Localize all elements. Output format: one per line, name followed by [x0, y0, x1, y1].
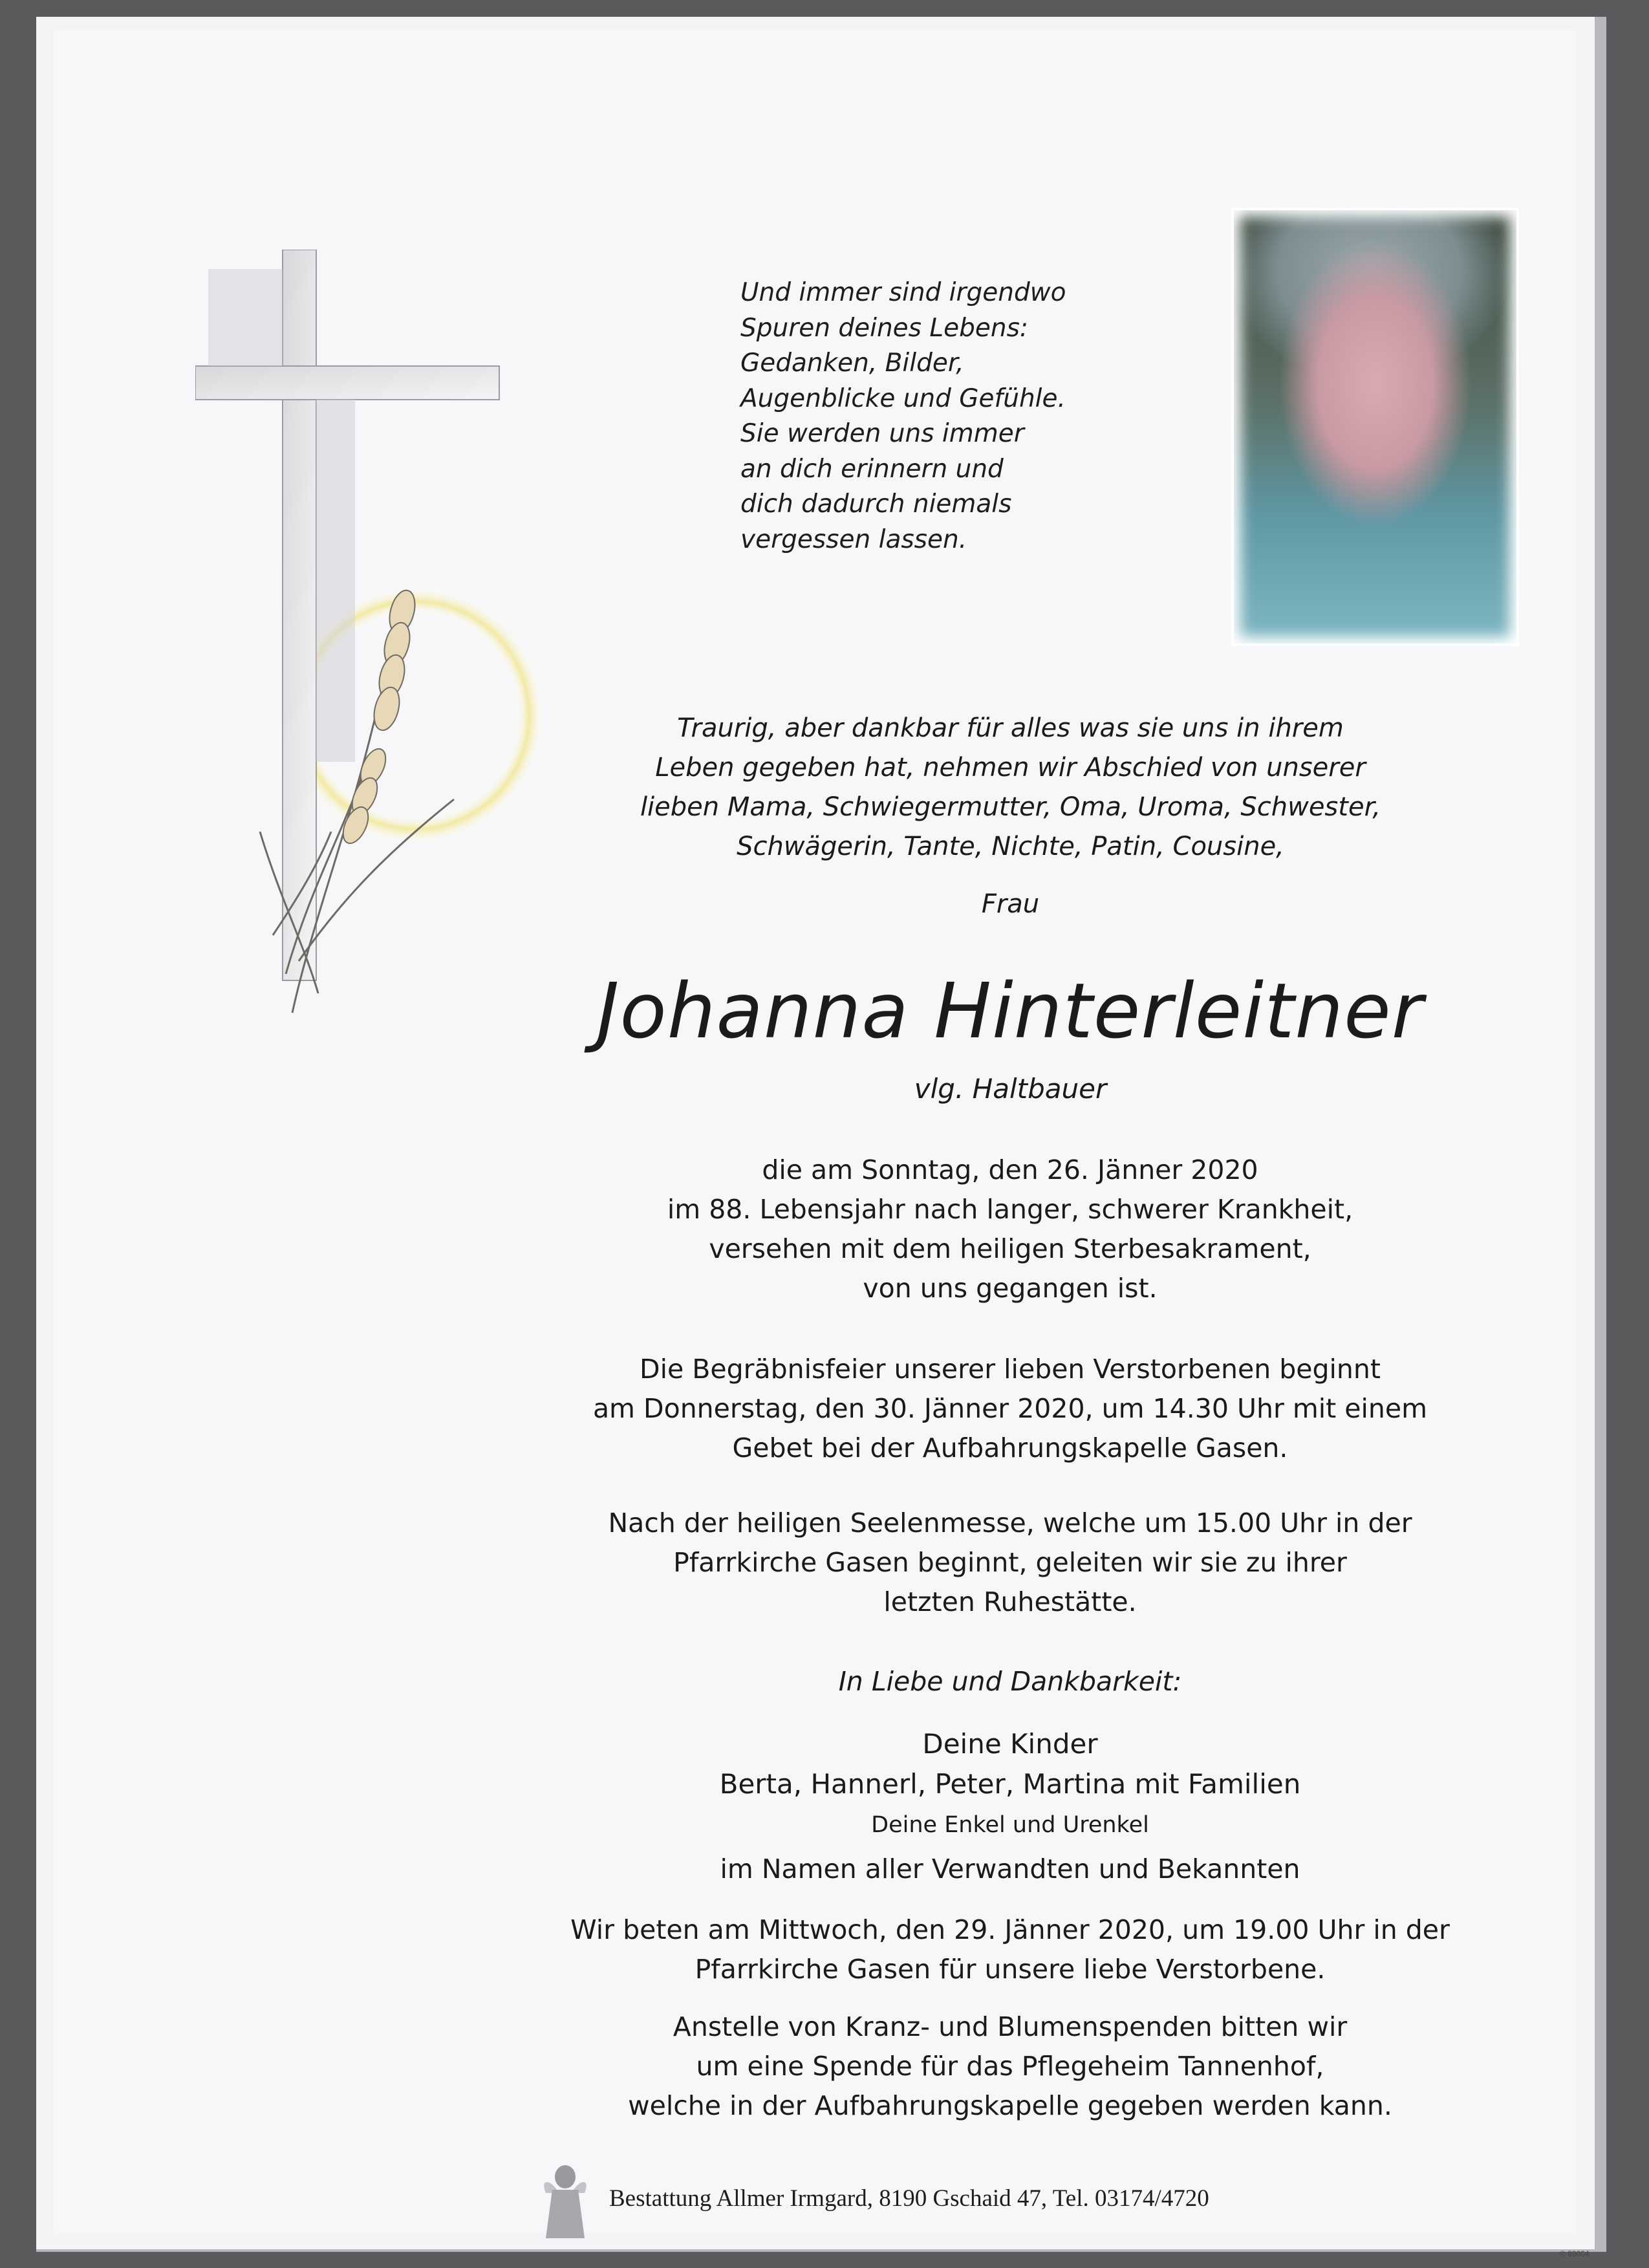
- notice-line: versehen mit dem heiligen Sterbesakrament,: [709, 1233, 1311, 1264]
- relatives: im Namen aller Verwandten und Bekannten: [720, 1853, 1300, 1885]
- intro-text: [601, 709, 1419, 867]
- portrait-photo: [1231, 208, 1519, 646]
- death-notice-card: [53, 30, 1590, 2258]
- kids-title: Deine Kinder: [922, 1728, 1098, 1760]
- copyright-mark: © 89004: [1560, 2249, 1590, 2258]
- intro-line: lieben Mama, Schwiegermutter, Oma, Uroma, Schwester,: [640, 792, 1381, 822]
- notice-line: von uns gegangen ist.: [863, 1273, 1158, 1304]
- poem-line: Sie werden uns immer: [740, 419, 1024, 448]
- funeral-line: Die Begräbnisfeier unserer lieben Verstorbenen beginnt: [640, 1354, 1381, 1385]
- funeral-info: [506, 1350, 1514, 1468]
- poem-line: an dich erinnern und: [740, 454, 1004, 484]
- notice-line: die am Sonntag, den 26. Jänner 2020: [762, 1154, 1258, 1185]
- kids-names: Berta, Hannerl, Peter, Martina mit Familien: [719, 1768, 1301, 1800]
- poem-line: vergessen lassen.: [740, 524, 967, 554]
- intro-line: Traurig, aber dankbar für alles was sie uns in ihrem: [677, 713, 1344, 743]
- poem-line: Spuren deines Lebens:: [740, 313, 1029, 343]
- death-notice: [506, 1150, 1514, 1308]
- mass-info: [506, 1504, 1514, 1622]
- salutation: Frau: [981, 889, 1040, 919]
- donation-line: Anstelle von Kranz- und Blumenspenden bitten wir: [673, 2011, 1348, 2042]
- poem: [740, 275, 1193, 557]
- donation-info: [506, 2007, 1514, 2126]
- prayer-line: Pfarrkirche Gasen für unsere liebe Verstorbene.: [695, 1954, 1326, 1985]
- cross-wheat-illustration: [195, 250, 609, 1032]
- prayer-info: [506, 1910, 1514, 1989]
- angel-icon: [533, 2157, 598, 2241]
- poem-line: Augenblicke und Gefühle.: [740, 383, 1066, 413]
- funeral-home-footer: Bestattung Allmer Irmgard, 8190 Gschaid 47, Tel. 03174/4720: [609, 2185, 1209, 2212]
- poem-line: dich dadurch niemals: [740, 490, 1012, 519]
- donation-line: um eine Spende für das Pflegeheim Tannenhof,: [696, 2051, 1324, 2082]
- deceased-name: Johanna Hinterleitner: [596, 966, 1424, 1055]
- notice-line: im 88. Lebensjahr nach langer, schwerer Krankheit,: [667, 1194, 1353, 1225]
- mass-line: Nach der heiligen Seelenmesse, welche um 15.00 Uhr in der: [608, 1507, 1412, 1539]
- mass-line: letzten Ruhestätte.: [883, 1586, 1137, 1617]
- mass-line: Pfarrkirche Gasen beginnt, geleiten wir sie zu ihrer: [673, 1547, 1347, 1578]
- poem-line: Gedanken, Bilder,: [740, 349, 964, 378]
- intro-line: Schwägerin, Tante, Nichte, Patin, Cousine,: [737, 832, 1284, 861]
- poem-line: Und immer sind irgendwo: [740, 278, 1066, 307]
- donation-line: welche in der Aufbahrungskapelle gegeben werden kann.: [628, 2090, 1392, 2121]
- closing-phrase: In Liebe und Dankbarkeit:: [838, 1666, 1182, 1697]
- funeral-line: am Donnerstag, den 30. Jänner 2020, um 14.30 Uhr mit einem: [592, 1393, 1428, 1424]
- intro-line: Leben gegeben hat, nehmen wir Abschied von unserer: [655, 753, 1366, 783]
- prayer-line: Wir beten am Mittwoch, den 29. Jänner 2020, um 19.00 Uhr in der: [570, 1914, 1450, 1945]
- grandkids: Deine Enkel und Urenkel: [871, 1812, 1149, 1838]
- vulgo-name: vlg. Haltbauer: [914, 1073, 1107, 1105]
- funeral-line: Gebet bei der Aufbahrungskapelle Gasen.: [732, 1432, 1288, 1463]
